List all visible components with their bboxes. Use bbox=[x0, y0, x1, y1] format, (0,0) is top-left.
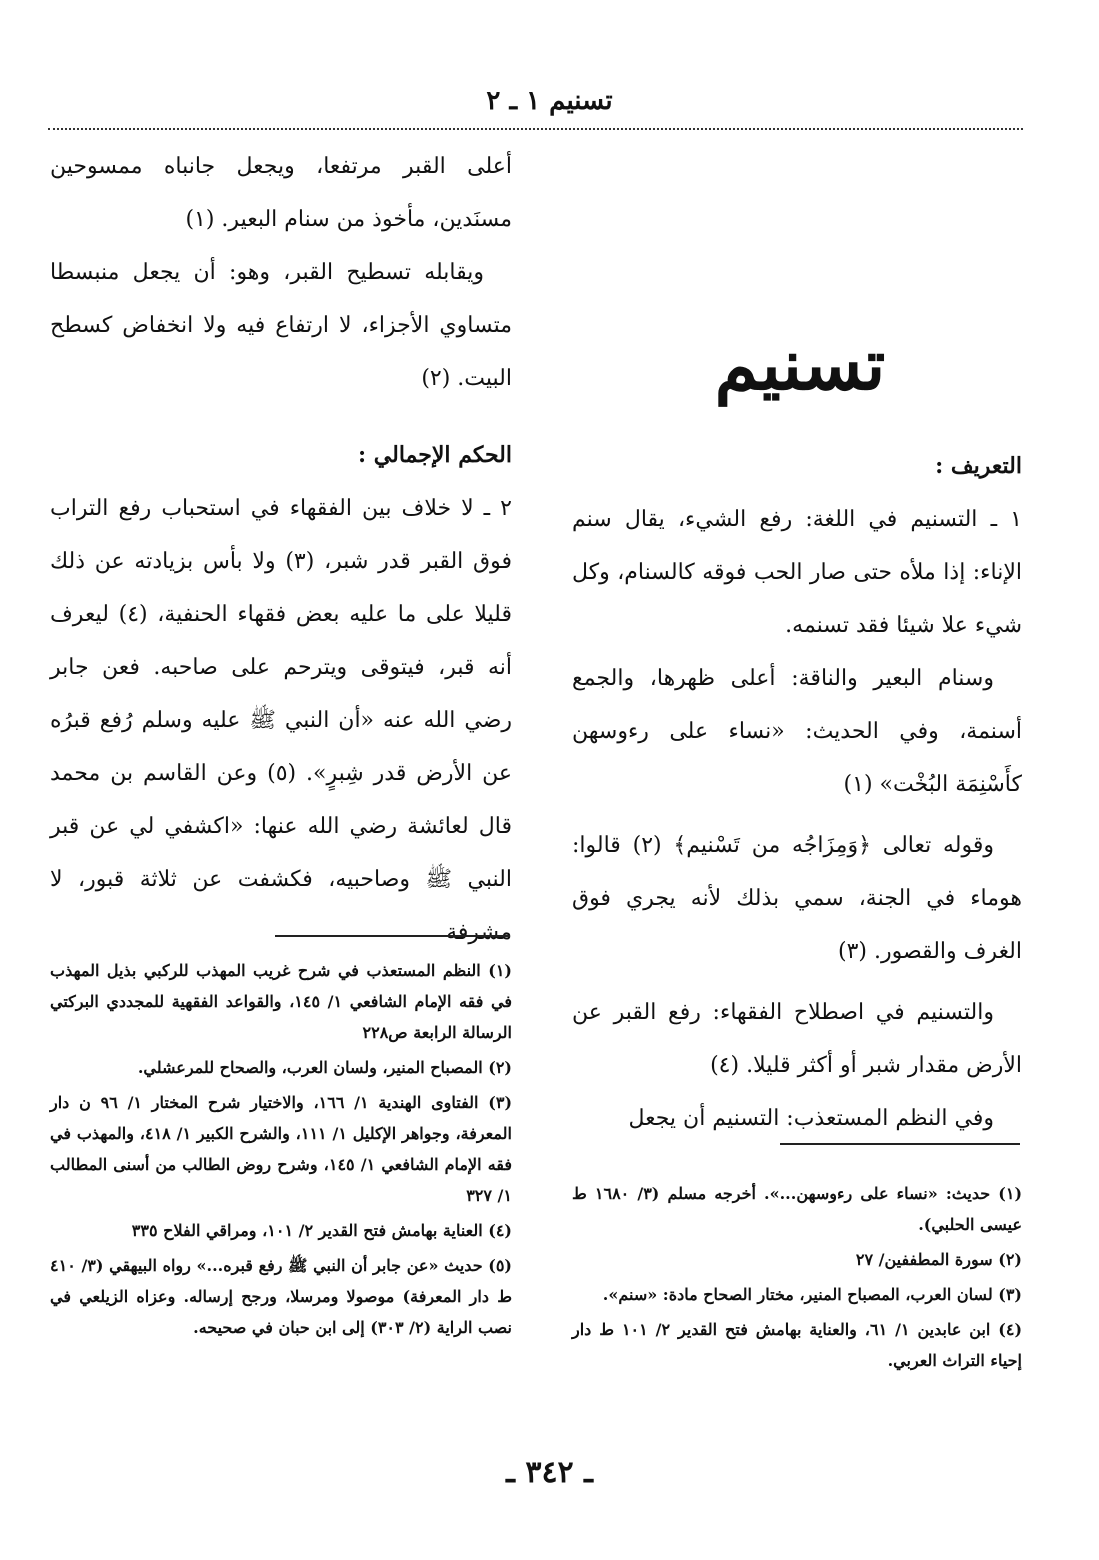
paragraph: وقوله تعالى ﴿وَمِزَاجُه من تَسْنيم﴾ (٢) قالوا: هوماء في الجنة، سمي بذلك لأنه يجري فوق الغرف والقصور. (٣) bbox=[572, 833, 1022, 964]
footnote: (٣) الفتاوى الهندية ١/ ١٦٦، والاختيار شرح المختار ١/ ٩٦ ن دار المعرفة، وجواهر الإكليل ١/ ١١١، والشرح الكبير ١/ ٤١٨، والمهذب في فقه الإمام الشافعي ١/ ١٤٥، وشرح روض الطالب من أسنى المطالب ١/ ٣٢٧ bbox=[50, 1093, 513, 1205]
footnote: (٤) العناية بهامش فتح القدير ٢/ ١٠١، ومراقي الفلاح ٣٣٥ bbox=[131, 1221, 512, 1240]
footnote-separator bbox=[780, 1143, 1020, 1145]
page-number: ـ ٣٤٢ ـ bbox=[506, 1455, 593, 1490]
footnote: (٢) سورة المطففين/ ٢٧ bbox=[855, 1250, 1022, 1269]
left-footnotes bbox=[50, 955, 512, 1347]
footnote: (٢) المصباح المنير، ولسان العرب، والصحاح للمرعشلي. bbox=[137, 1058, 512, 1077]
footnote: (٣) لسان العرب، المصباح المنير، مختار الصحاح مادة: «سنم». bbox=[602, 1285, 1022, 1304]
paragraph: أعلى القبر مرتفعا، ويجعل جانباه ممسوحين مسنَدين، مأخوذ من سنام البعير. (١) bbox=[50, 154, 512, 232]
paragraph: وفي النظم المستعذب: التسنيم أن يجعل bbox=[628, 1106, 994, 1131]
footnote: (١) حديث: «نساء على رءوسهن...». أخرجه مسلم (٣/ ١٦٨٠ ط عيسى الحلبي). bbox=[572, 1184, 1023, 1234]
paragraph: ويقابله تسطيح القبر، وهو: أن يجعل منبسطا متساوي الأجزاء، لا ارتفاع فيه ولا انخفاض كسطح البيت. (٢) bbox=[50, 260, 512, 391]
paragraph: ٢ ـ لا خلاف بين الفقهاء في استحباب رفع التراب فوق القبر قدر شبر، (٣) ولا بأس بزيادته عن ذلك قليلا على ما عليه بعض فقهاء الحنفية، (٤) ليعرف أنه قبر، فيتوقى ويترحم على صاحبه. فعن جابر رضي الله عنه «أن النبي ﷺ عليه وسلم رُفع قبرُه عن الأرض قدر شِبرٍ». (٥) وعن القاسم بن محمد قال لعائشة رضي الله عنها: «اكشفي لي عن قبر النبي ﷺ وصاحبيه، فكشفت عن ثلاثة قبور، لا مشرفة bbox=[50, 496, 512, 945]
section-heading: الحكم الإجمالي : bbox=[358, 442, 512, 468]
right-text-column bbox=[572, 440, 1022, 1145]
left-text-column bbox=[50, 140, 512, 959]
entry-title: تسنيم bbox=[714, 323, 886, 406]
header-dotted-rule bbox=[48, 128, 1023, 130]
paragraph: ١ ـ التسنيم في اللغة: رفع الشيء، يقال سنم الإناء: إذا ملأه حتى صار الحب فوقه كالسنام، وكل شيء علا شيئا فقد تسنمه. bbox=[572, 507, 1022, 638]
footnote: (٥) حديث «عن جابر أن النبي ﷺ رفع قبره...» رواه البيهقي (٣/ ٤١٠ ط دار المعرفة) موصولا ومرسلا، ورجح إرساله. وعزاه الزيلعي في نصب الراية (٢/ ٣٠٣) إلى ابن حبان في صحيحه. bbox=[50, 1256, 512, 1337]
footnote: (٤) ابن عابدين ١/ ٦١، والعناية بهامش فتح القدير ٢/ ١٠١ ط دار إحياء التراث العربي. bbox=[572, 1320, 1023, 1370]
paragraph: والتسنيم في اصطلاح الفقهاء: رفع القبر عن الأرض مقدار شبر أو أكثر قليلا. (٤) bbox=[572, 1000, 1022, 1078]
footnote: (١) النظم المستعذب في شرح غريب المهذب للركبي بذيل المهذب في فقه الإمام الشافعي ١/ ١٤٥، والقواعد الفقهية للمجددي البركتي الرسالة الرابعة ص٢٢٨ bbox=[50, 961, 512, 1042]
paragraph: وسنام البعير والناقة: أعلى ظهرها، والجمع أسنمة، وفي الحديث: «نساء على رءوسهن كأَسْنِمَة البُخْت» (١) bbox=[572, 666, 1022, 797]
running-header: تسنيم ١ ـ ٢ bbox=[486, 86, 613, 116]
footnote-separator bbox=[275, 935, 510, 937]
right-footnotes bbox=[572, 1178, 1022, 1380]
section-heading: التعريف : bbox=[935, 453, 1022, 479]
